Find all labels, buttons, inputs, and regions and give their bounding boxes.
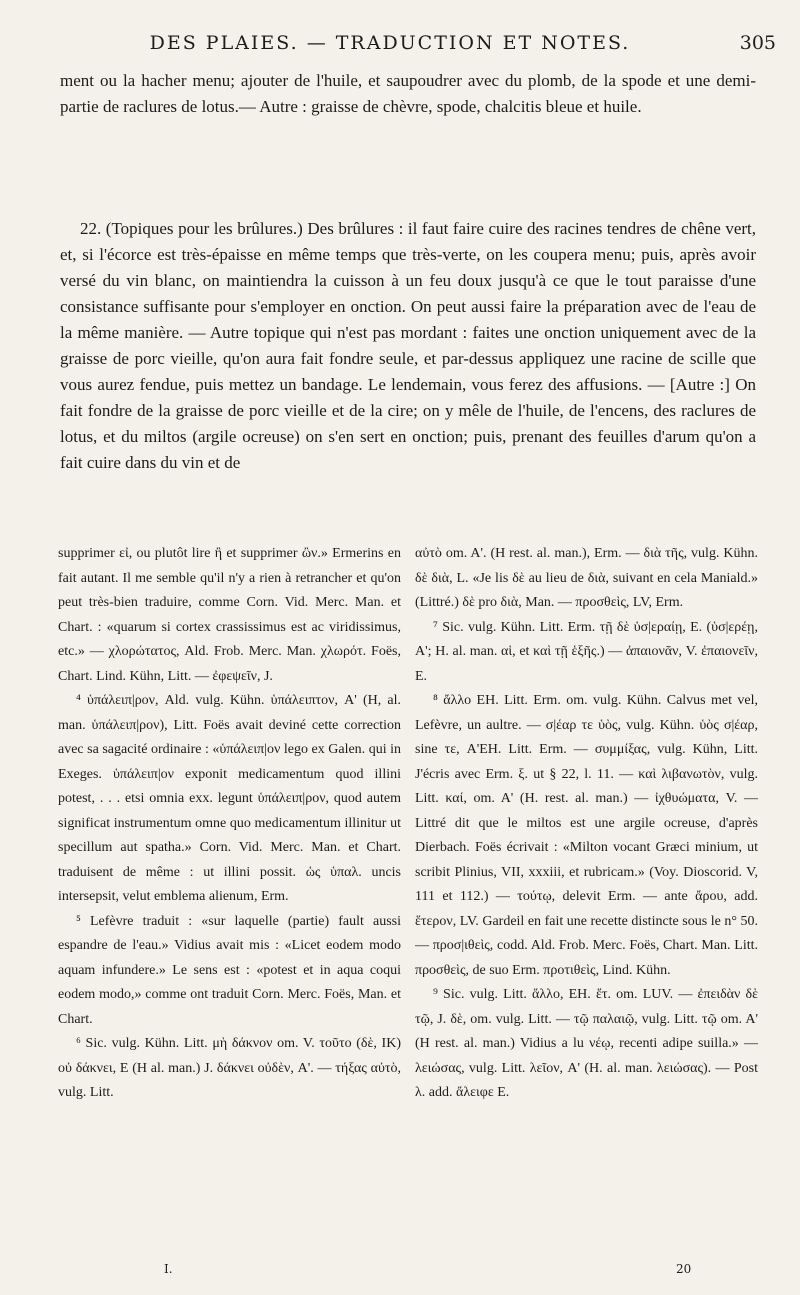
- paragraph-22: 22. (Topiques pour les brûlures.) Des brûlures : il faut faire cuire des racines tendres de chêne vert, et, si l'écorce est très-épaisse en même temps que très-verte, on les coupera menu; puis, après avoir versé du vin blanc, on maintiendra la cuisson à un feu doux jusqu'à ce que le tout paraisse d'une consistance suffisante pour s'employer en onction. On peut aussi faire la préparation avec de l'eau de la même manière. — Autre topique qui n'est pas mordant : faites une onction uniquement avec de la graisse de porc vieille, qu'on aura fait fondre seule, et par-dessus appliquez une racine de scille que vous aurez fendue, puis mettez un bandage. Le lendemain, vous ferez des affusions. — [Autre :] On fait fondre de la graisse de porc vieille et de la cire; on y mêle de l'huile, de l'encens, des raclures de lotus, et du miltos (argile ocreuse) on s'en sert en onction; puis, prenant des feuilles d'arum qu'on a fait cuire dans du vin et de: [60, 219, 756, 472]
- running-title: DES PLAIES. — TRADUCTION ET NOTES.: [149, 32, 631, 54]
- footnote-7: ⁷ Sic. vulg. Kühn. Litt. Erm. τῇ δὲ ὑσ|εραίῃ, E. (ὑσ|ερέῃ, A'; H. al. man. αἱ, et καὶ τῇ ἑξῆς.) — ἀπαιονᾶν, V. ἐπαιονεῖν, E.: [415, 619, 758, 684]
- footnotes-right-column: [415, 542, 758, 1106]
- footnote-4: ⁴ ὑπάλειπ|ρον, Ald. vulg. Kühn. ὑπάλειπτον, A' (H, al. man. ὑπάλειπ|ρον), Litt. Foës avait deviné cette correction avec sa sagacité ordinaire : «ὑπάλειπ|ον lego ex Galen. qui in Exeges. ὑπάλειπ|ον exponit medicamentum quod illini potest, . . . etsi omnia exx. legunt ὑπάλειπ|ρον, quod autem significat instrumentum omne quo medicamentum illinitur ut specillum aut spatha.» Corn. Vid. Merc. Man. et Chart. traduisent de même : ut illini possit. ὡς ὑπαλ. uncis intersepsit, velut emblema alienum, Erm.: [58, 693, 401, 904]
- running-header: [0, 32, 800, 56]
- page-number: 305: [739, 32, 776, 54]
- paragraph-continuation: ment ou la hacher menu; ajouter de l'huile, et saupoudrer avec du plomb, de la spode et une demi-partie de raclures de lotus.— Autre : graisse de chèvre, spode, chalcitis bleue et huile.: [60, 71, 756, 116]
- footnotes-left-column: [58, 542, 401, 1106]
- signature-mark: I.: [164, 1262, 173, 1276]
- footnote-6: ⁶ Sic. vulg. Kühn. Litt. μὴ δάκνον om. V. τοῦτο (δὲ, IK) οὐ δάκνει, E (H al. man.) J. δάκνει οὐδὲν, A'. — τήξας αὐτὸ, vulg. Litt.: [58, 1036, 401, 1100]
- footnote-6-continued: αὐτὸ om. A'. (H rest. al. man.), Erm. — διὰ τῆς, vulg. Kühn. δὲ διὰ, L. «Je lis δὲ au lieu de διὰ, suivant en cela Maniald.» (Littré.) δὲ pro διὰ, Man. — προσθεὶς, LV, Erm.: [415, 546, 758, 610]
- footnote-5: ⁵ Lefèvre traduit : «sur laquelle (partie) fault aussi espandre de l'eau.» Vidius avait mis : «Licet eodem modo aquam infundere.» Le sens est : «potest et in aqua coqui eodem modo,» comme ont traduit Corn. Merc. Foës, Man. et Chart.: [58, 913, 401, 1027]
- page-footer: [0, 1262, 800, 1282]
- sheet-number: 20: [676, 1262, 692, 1276]
- footnote-8: ⁸ ἄλλο EH. Litt. Erm. om. vulg. Kühn. Calvus met vel, Lefèvre, un aultre. — σ|έαρ τε ὑὸς, vulg. Kühn. ὑὸς σ|έαρ, sine τε, A'EH. Litt. Erm. — συμμίξας, vulg. Kühn, Litt. J'écris avec Erm. ξ. ut § 22, l. 11. — καὶ λιβανωτὸν, vulg. Litt. καί, om. A' (H. rest. al. man.) — ἰχθυώματα, V. — Littré dit que le miltos est une argile ocreuse, d'après Dierbach. Foës écrivait : «Milton vocant Græci minium, ut scribit Plinius, VII, xxxiii, et rubricam.» (Voy. Dioscorid. V, 111 et 112.) — τούτῳ, delevit Erm. — ante ἄρου, add. ἕτερον, LV. Gardeil en fait une recette distincte sous le n° 50. — προσ|ιθεὶς, codd. Ald. Frob. Merc. Foës, Chart. Man. Litt. προσθεὶς, de suo Erm. προτιθεὶς, Lind. Kühn.: [415, 693, 758, 978]
- footnote-9: ⁹ Sic. vulg. Litt. ἄλλο, EH. ἔτ. om. LUV. — ἐπειδὰν δὲ τῷ, J. δὲ, om. vulg. Litt. — τῷ παλαιῷ, vulg. Litt. τῷ om. A' (H rest. al. man.) Vidius a lu νέῳ, recenti adipe suilla.» — λειώσας, vulg. Litt. λεῖον, A' (H. al. man. λειώσας). — Post λ. add. ἄλειφε E.: [415, 987, 758, 1100]
- footnotes: [58, 542, 758, 1106]
- footnote-continued: supprimer εἰ, ou plutôt lire ἢ et supprimer ὢν.» Ermerins en fait autant. Il me semble qu'il n'y a rien à retrancher et qu'on peut très-bien traduire, comme Corn. Vid. Merc. Man. et Chart. : «quarum si cortex crassissimus est ac viridissimus, etc.» — χλορώτατος, Ald. Frob. Merc. Man. χλωρότ. Foës, Chart. Lind. Kühn, Litt. — ἐφεψεῖν, J.: [58, 546, 401, 684]
